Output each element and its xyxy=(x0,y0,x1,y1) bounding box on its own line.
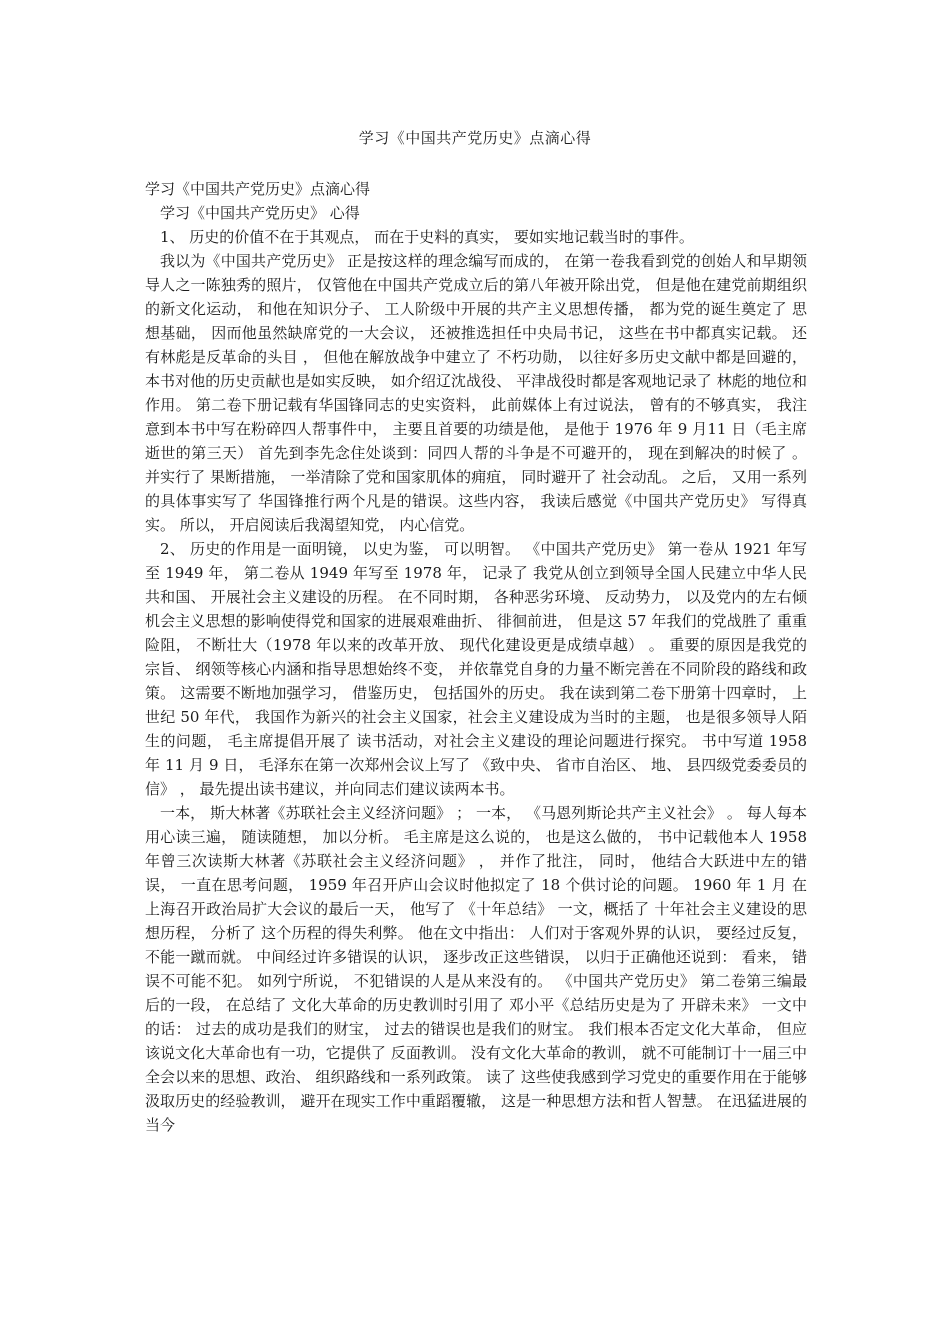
document-body xyxy=(145,177,807,1137)
paragraph-1: 我以为《中国共产党历史》 正是按这样的理念编写而成的， 在第一卷我看到党的创始人和早期领导人之一陈独秀的照片， 仅管他在中国共产党成立后的第八年被开除出党， 但是他在建党前期组织的新文化运动， 和他在知识分子、 工人阶级中开展的共产主义思想传播， 都为党的诞生奠定了 思想基础， 因而他虽然缺席党的一大会议， 还被推选担任中央局书记， 这些在书中都真实记载。 还有林彪是反革命的头目 ， 但他在解放战争中建立了 不朽功勋， 以往好多历史文献中都是回避的， 本书对他的历史贡献也是如实反映， 如介绍辽沈战役、 平津战役时都是客观地记录了 林彪的地位和作用。 第二卷下册记载有华国锋同志的史实资料， 此前媒体上有过说法， 曾有的不够真实， 我注意到本书中写在粉碎四人帮事件中， 主要且首要的功绩是他， 是他于 1976 年 9 月11 日（毛主席逝世的第三天） 首先到李先念住处谈到：同四人帮的斗争是不可避开的， 现在到解决的时候了 。 并实行了 果断措施， 一举清除了党和国家肌体的痈疽， 同时避开了 社会动乱。 之后， 又用一系列的具体事实写了 华国锋推行两个凡是的错误。这些内容， 我读后感觉《中国共产党历史》 写得真实。 所以， 开启阅读后我渴望知党， 内心信党。 xyxy=(145,252,807,534)
body-subheading: 学习《中国共产党历史》 心得 xyxy=(160,204,360,222)
paragraph-2: 2、 历史的作用是一面明镜， 以史为鉴， 可以明智。 《中国共产党历史》 第一卷从 1921 年写至 1949 年， 第二卷从 1949 年写至 1978 年， 记录了 我党从创立到领导全国人民建立中华人民共和国、 开展社会主义建设的历程。 在不同时期， 各种恶劣环境、 反动势力， 以及党内的左右倾机会主义思想的影响使得党和国家的进展艰难曲折、 徘徊前进， 但是这 57 年我们的党战胜了 重重险阻， 不断壮大（1978 年以来的改革开放、 现代化建设更是成绩卓越） 。 重要的原因是我党的宗旨、 纲领等核心内涵和指导思想始终不变， 并依靠党自身的力量不断完善在不同阶段的路线和政策。 这需要不断地加强学习， 借鉴历史， 包括国外的历史。 我在读到第二卷下册第十四章时， 上世纪 50 年代， 我国作为新兴的社会主义国家，社会主义建设成为当时的主题， 也是很多领导人陌生的问题， 毛主席提倡开展了 读书活动，对社会主义建设的理论问题进行探究。 书中写道 1958 年 11 月 9 日， 毛泽东在第一次郑州会议上写了 《致中央、 省市自治区、 地、 县四级党委委员的信》 ， 最先提出读书建议，并向同志们建议读两本书。 xyxy=(145,540,807,798)
body-heading: 学习《中国共产党历史》点滴心得 xyxy=(145,180,371,198)
document-title: 学习《中国共产党历史》点滴心得 xyxy=(358,129,592,147)
paragraph-point-1: 1、 历史的价值不在于其观点， 而在于史料的真实， 要如实地记载当时的事件。 xyxy=(160,228,694,246)
paragraph-3: 一本， 斯大林著《苏联社会主义经济问题》 ； 一本， 《马恩列斯论共产主义社会》 。 每人每本用心读三遍， 随读随想， 加以分析。 毛主席是这么说的， 也是这么做的， 书中记载他本人 1958 年曾三次读斯大林著《苏联社会主义经济问题》 ， 并作了批注， 同时， 他结合大跃进中左的错误， 一直在思考问题， 1959 年召开庐山会议时他拟定了 18 个供讨论的问题。 1960 年 1 月 在上海召开政治局扩大会议的最后一天， 他写了 《十年总结》 一文，概括了 十年社会主义建设的思想历程， 分析了 这个历程的得失利弊。 他在文中指出： 人们对于客观外界的认识， 要经过反复， 不能一蹴而就。 中间经过许多错误的认识， 逐步改正这些错误， 以归于正确他还说到： 看来， 错误不可能不犯。 如列宁所说， 不犯错误的人是从来没有的。 《中国共产党历史》 第二卷第三编最后的一段， 在总结了 文化大革命的历史教训时引用了 邓小平《总结历史是为了 开辟未来》 一文中的话： 过去的成功是我们的财宝， 过去的错误也是我们的财宝。 我们根本否定文化大革命， 但应该说文化大革命也有一功，它提供了 反面教训。 没有文化大革命的教训， 就不可能制订十一届三中全会以来的思想、政治、 组织路线和一系列政策。 读了 这些使我感到学习党史的重要作用在于能够汲取历史的经验教训， 避开在现实工作中重蹈覆辙， 这是一种思想方法和哲人智慧。 在迅猛进展的当今 xyxy=(145,804,807,1134)
